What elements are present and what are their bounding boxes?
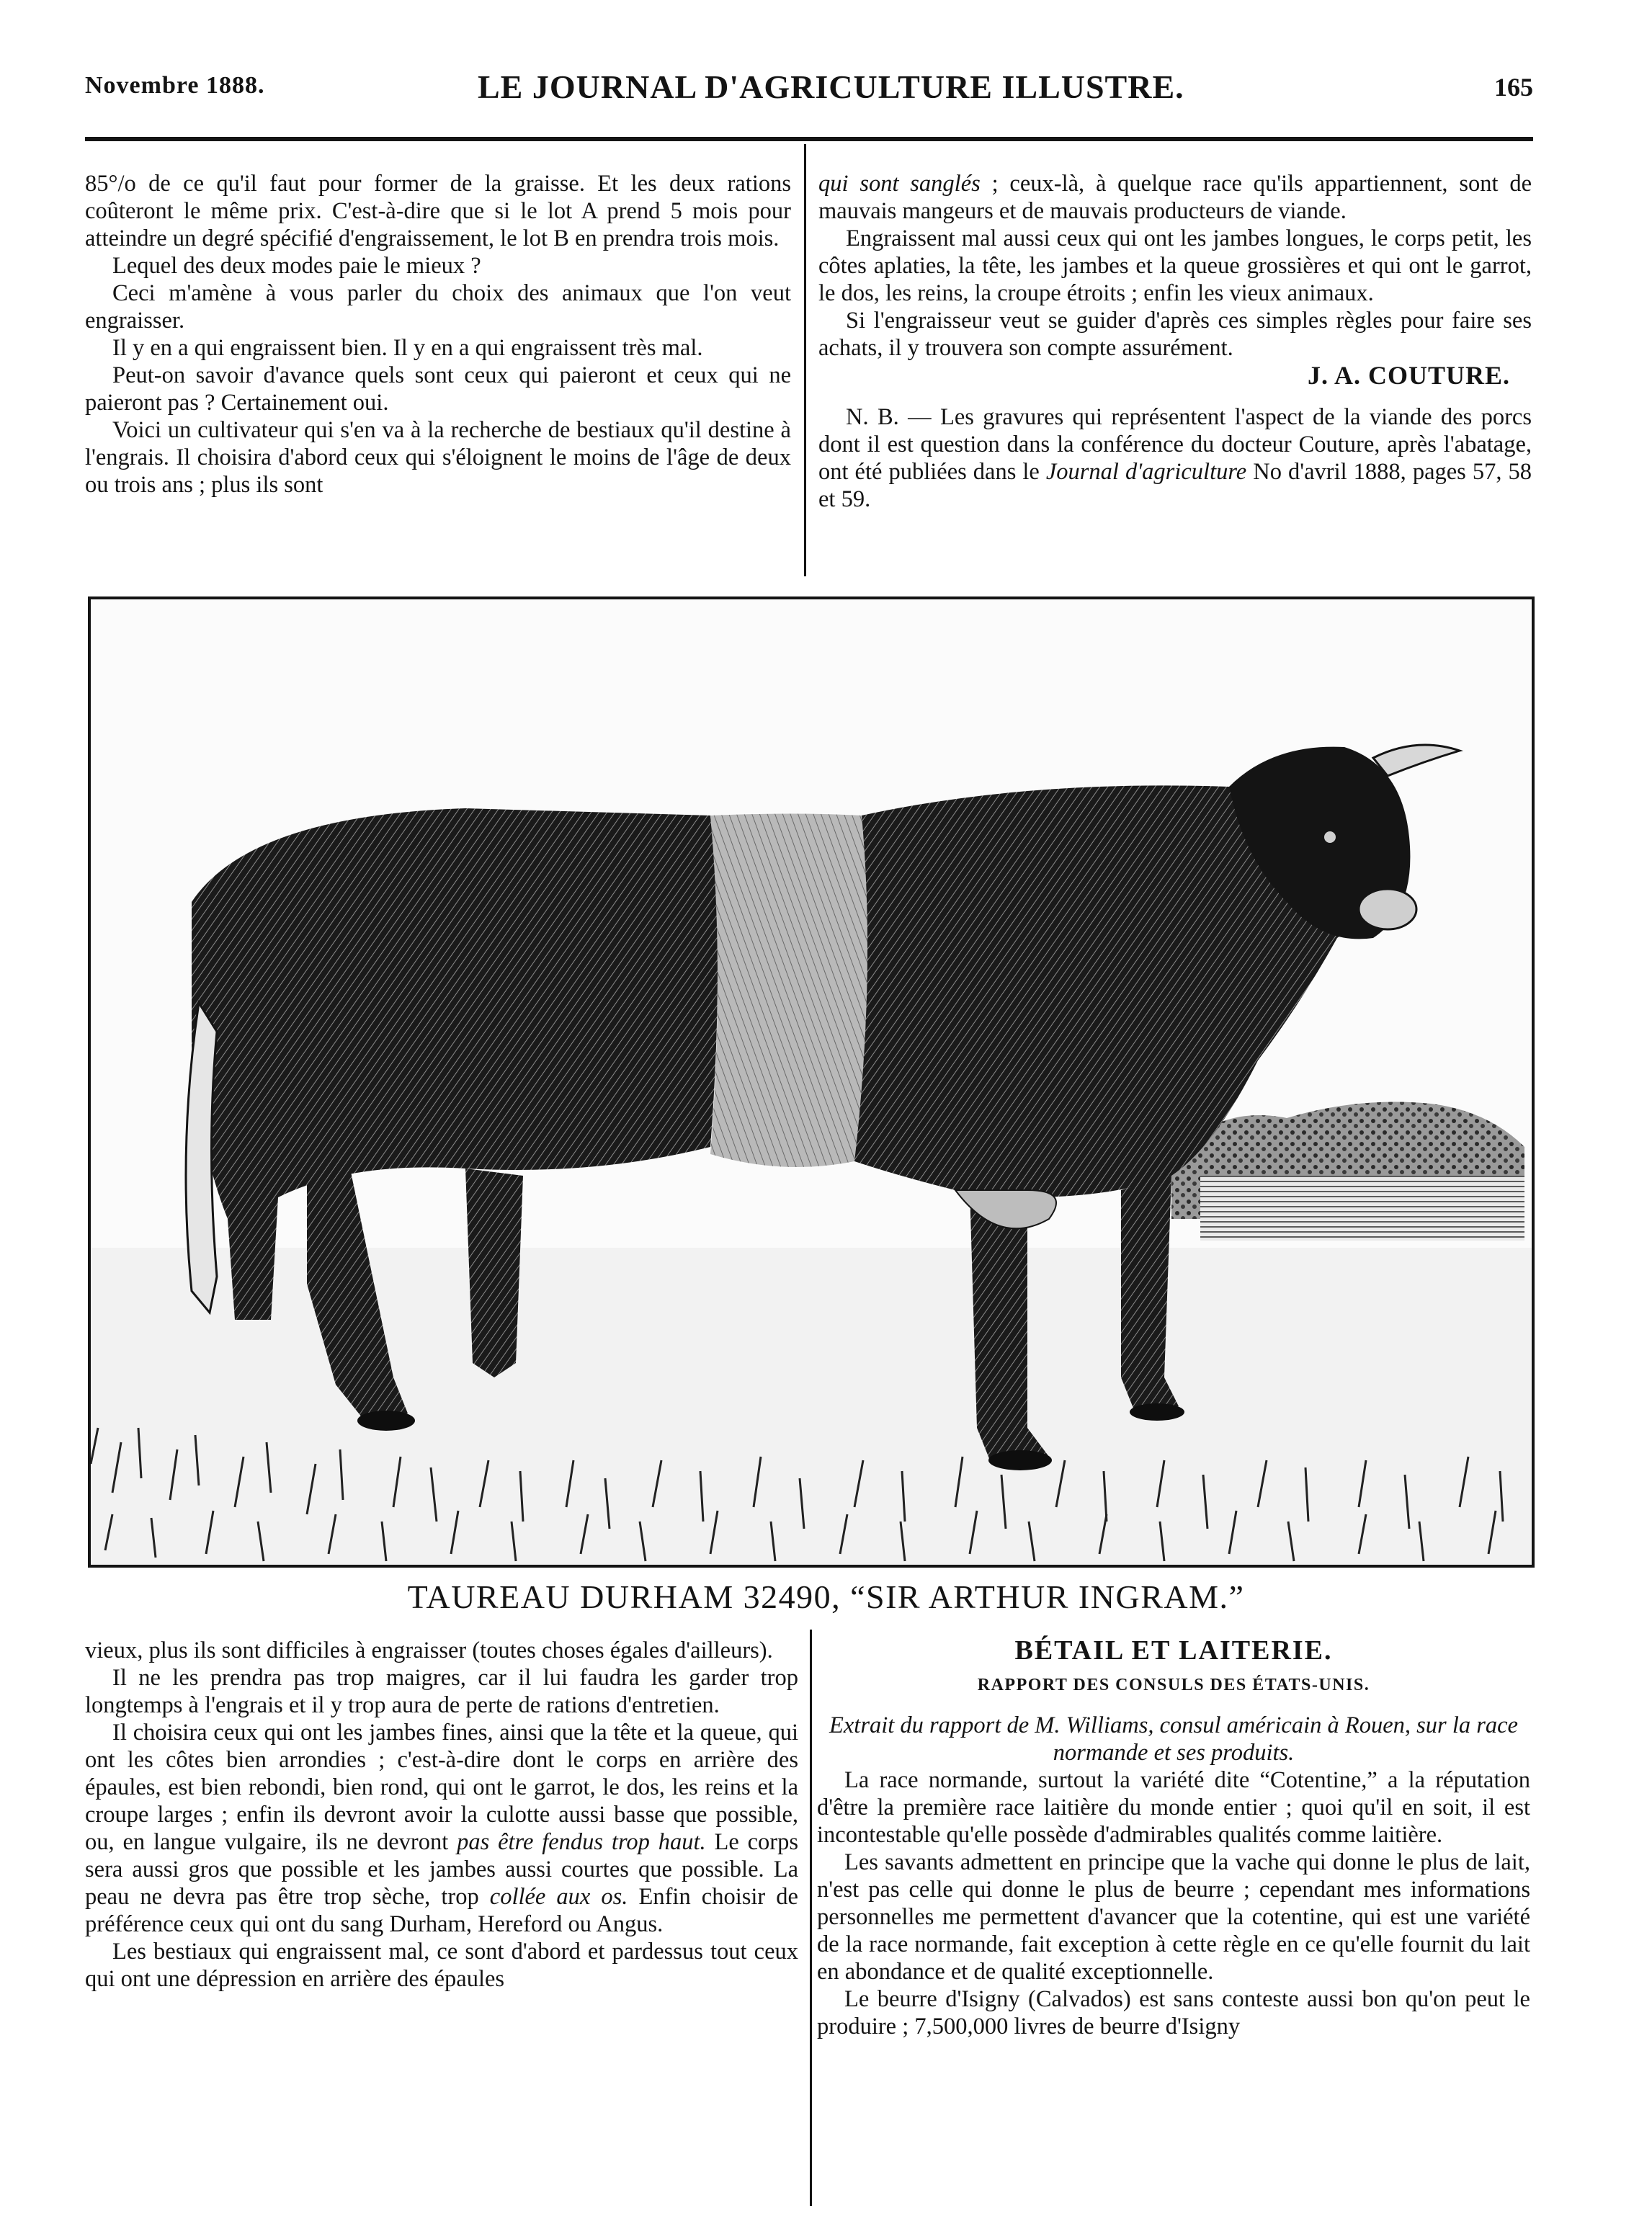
top-right-column bbox=[818, 170, 1532, 513]
header-rule bbox=[85, 137, 1533, 141]
paragraph: Ceci m'amène à vous parler du choix des animaux que l'on veut engraisser. bbox=[85, 280, 791, 334]
figure-caption: TAUREAU DURHAM 32490, “SIR ARTHUR INGRAM.” bbox=[407, 1578, 1245, 1615]
column-divider bbox=[804, 144, 806, 576]
paragraph: 85°/o de ce qu'il faut pour former de la graisse. Et les deux rations coûteront le même prix. C'est-à-dire que si le lot A prend 5 mois pour atteindre un degré spécifié d'engraissement, le lot B en prendra trois mois. bbox=[85, 171, 791, 251]
text: Il choisira ceux qui ont les jambes fines, ainsi que la tête et la queue, qui ont les côtes bien arrondies ; c'est-à-dire dont le corps en arrière des épaules, est bien rebondi, bien rond, qui ont le garrot, le dos, les reins et la croupe larges ; enfin ils devront avoir la culotte aussi basse que possible, ou, en langue vulgaire, ils ne devront bbox=[85, 1720, 798, 1855]
nota-bene bbox=[818, 403, 1532, 513]
italic-text: qui sont sanglés bbox=[818, 171, 981, 197]
bottom-left-column bbox=[85, 1637, 798, 1993]
bottom-right-column bbox=[817, 1637, 1530, 2040]
paragraph: Le beurre d'Isigny (Calvados) est sans conteste aussi bon qu'on peut le produire ; 7,500,000 livres de beurre d'Isigny bbox=[817, 1986, 1530, 2039]
section-intro: Extrait du rapport de M. Williams, consul américain à Rouen, sur la race normande et ses produits. bbox=[829, 1712, 1518, 1766]
issue-date: Novembre 1888. bbox=[85, 72, 265, 99]
section-subtitle: RAPPORT DES CONSULS DES ÉTATS-UNIS. bbox=[977, 1676, 1370, 1694]
author-signature: J. A. COUTURE. bbox=[1307, 361, 1510, 390]
paragraph: Voici un cultivateur qui s'en va à la recherche de bestiaux qu'il destine à l'engrais. Il choisira d'abord ceux qui s'éloignent le moins de l'âge de deux ou trois ans ; plus ils sont bbox=[85, 417, 791, 498]
text: No d'avril 1888, pages 57, 58 et 59. bbox=[818, 459, 1532, 512]
text: Enfin choisir de préférence ceux qui ont du sang Durham, Hereford ou Angus. bbox=[85, 1884, 798, 1937]
top-left-column bbox=[85, 170, 791, 499]
italic-text: Journal d'agriculture bbox=[1045, 459, 1247, 485]
paragraph: Peut-on savoir d'avance quels sont ceux qui paieront et ceux qui ne paieront pas ? Certainement oui. bbox=[85, 362, 791, 416]
journal-title: LE JOURNAL D'AGRICULTURE ILLUSTRE. bbox=[478, 68, 1184, 105]
text: N. B. — Les gravures qui représentent l'aspect de la viande des porcs dont il est question dans la conférence du docteur Couture, après l'abatage, ont été publiées dans le bbox=[818, 404, 1532, 485]
durham-bull-illustration bbox=[91, 599, 1532, 1565]
paragraph: Engraissent mal aussi ceux qui ont les jambes longues, le corps petit, les côtes aplaties, la tête, les jambes et la queue grossières et qui ont le garrot, le dos, les reins, la croupe étroits ; enfin les vieux animaux. bbox=[818, 225, 1532, 306]
column-divider bbox=[810, 1630, 812, 2206]
paragraph: Si l'engraisseur veut se guider d'après ces simples règles pour faire ses achats, il y trouvera son compte assurément. bbox=[818, 308, 1532, 361]
page-number: 165 bbox=[1494, 73, 1533, 102]
text: Le corps sera aussi gros que possible et les jambes aussi courtes que possible. La peau ne devra pas être trop sèche, trop bbox=[85, 1829, 798, 1910]
paragraph: vieux, plus ils sont difficiles à engraisser (toutes choses égales d'ailleurs). bbox=[85, 1637, 773, 1663]
page-header bbox=[85, 68, 1533, 112]
bull-engraving bbox=[88, 597, 1535, 1568]
section-title: BÉTAIL ET LAITERIE. bbox=[1014, 1635, 1333, 1666]
italic-text: collée aux os. bbox=[489, 1884, 628, 1910]
paragraph bbox=[818, 170, 1532, 225]
italic-text: pas être fendus trop haut. bbox=[457, 1829, 706, 1855]
paragraph: Les savants admettent en principe que la vache qui donne le plus de lait, n'est pas celle qui donne le plus de beurre ; cependant mes informations personnelles me permettent d'avancer que la cotentine, qui est une variété de la race normande, fait exception à cette règle en ce qu'elle fournit du lait en abondance et de qualité exceptionnelle. bbox=[817, 1849, 1530, 1985]
paragraph: Lequel des deux modes paie le mieux ? bbox=[112, 253, 481, 279]
paragraph bbox=[85, 1719, 798, 1938]
paragraph: Il ne les prendra pas trop maigres, car il lui faudra les garder trop longtemps à l'engrais et il y trop aura de perte de rations d'entretien. bbox=[85, 1665, 798, 1718]
paragraph: Il y en a qui engraissent bien. Il y en a qui engraissent très mal. bbox=[112, 335, 703, 361]
text: ; ceux-là, à quelque race qu'ils appartiennent, sont de mauvais mangeurs et de mauvais producteurs de viande. bbox=[818, 171, 1532, 224]
paragraph: La race normande, surtout la variété dite “Cotentine,” a la réputation d'être la première race laitière du monde entier ; quoi qu'il en soit, il est incontestable qu'elle possède d'admirables qualités comme laitière. bbox=[817, 1767, 1530, 1848]
paragraph: Les bestiaux qui engraissent mal, ce sont d'abord et pardessus tout ceux qui ont une dépression en arrière des épaules bbox=[85, 1939, 798, 1992]
